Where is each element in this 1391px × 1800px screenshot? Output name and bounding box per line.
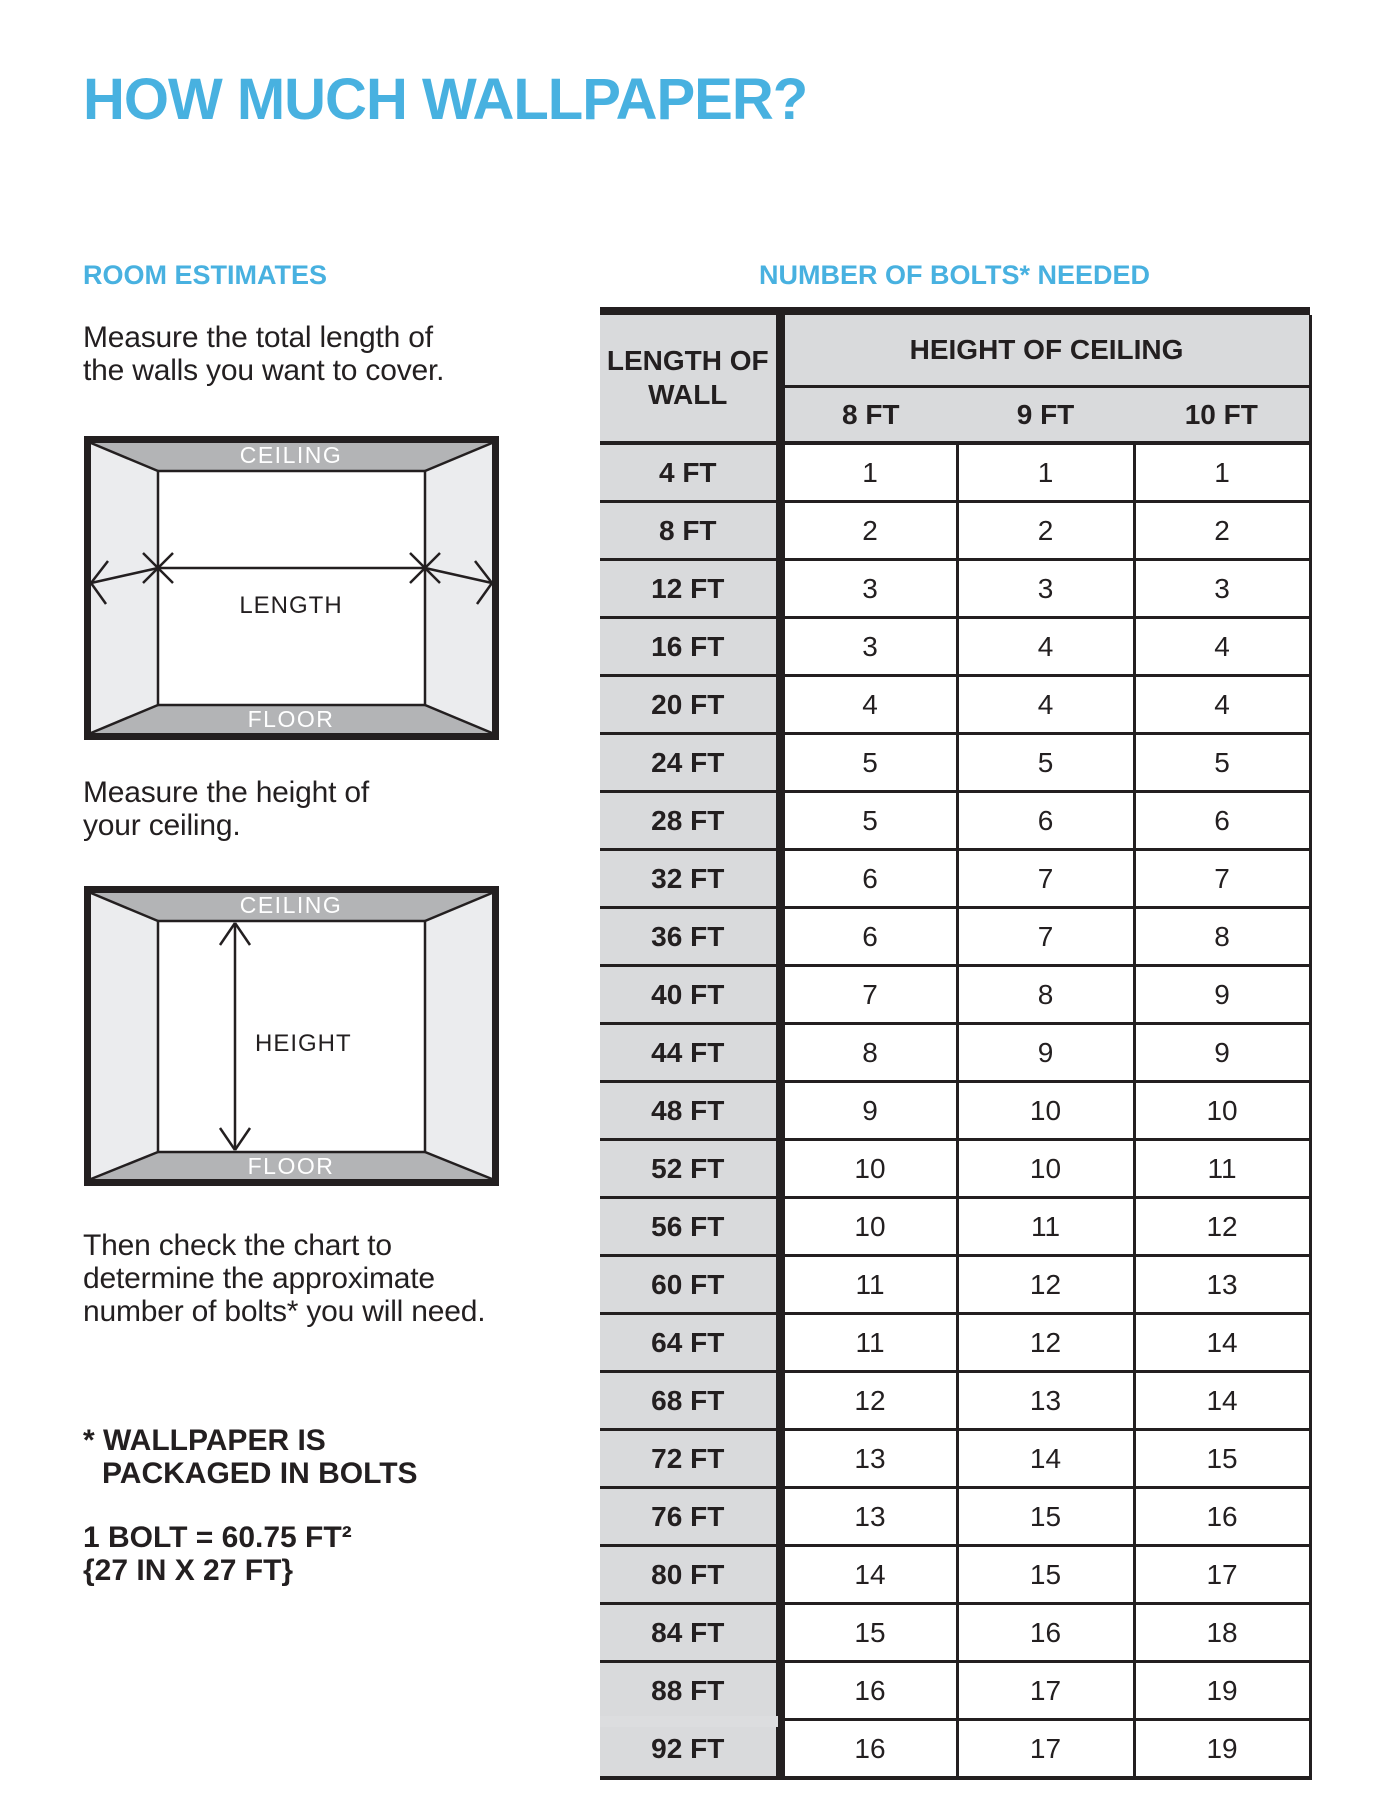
wall-length-cell: 48 FT	[600, 1082, 780, 1140]
bolt-count-cell: 18	[1134, 1604, 1310, 1662]
bolt-count-cell: 1	[957, 443, 1134, 502]
bolt-count-cell: 6	[957, 792, 1134, 850]
instruction-line: the walls you want to cover.	[83, 354, 445, 387]
height-label: HEIGHT	[255, 1030, 352, 1057]
header-line: OF WALL	[648, 345, 769, 410]
table-header-row-1	[600, 315, 1310, 387]
header-line: LENGTH	[606, 345, 722, 376]
table-row	[600, 850, 1310, 908]
wall-length-cell: 88 FT	[600, 1662, 780, 1720]
wall-length-cell: 36 FT	[600, 908, 780, 966]
bolt-count-cell: 14	[1134, 1314, 1310, 1372]
bolt-count-cell: 11	[780, 1314, 957, 1372]
wall-length-cell: 44 FT	[600, 1024, 780, 1082]
bolt-count-cell: 1	[1134, 443, 1310, 502]
table-row	[600, 1024, 1310, 1082]
bolt-count-cell: 19	[1134, 1720, 1310, 1779]
bolt-count-cell: 10	[780, 1140, 957, 1198]
bolt-count-cell: 1	[780, 443, 957, 502]
bolt-count-cell: 8	[957, 966, 1134, 1024]
instruction-line: number of bolts* you will need.	[83, 1295, 486, 1328]
bolt-count-cell: 3	[780, 618, 957, 676]
bolt-count-cell: 7	[957, 908, 1134, 966]
bolt-count-cell: 15	[1134, 1430, 1310, 1488]
bolt-equation: 1 BOLT = 60.75 FT²	[83, 1521, 352, 1554]
bolt-count-cell: 7	[957, 850, 1134, 908]
wall-length-cell: 68 FT	[600, 1372, 780, 1430]
bolt-count-cell: 16	[957, 1604, 1134, 1662]
floor-label: FLOOR	[247, 706, 335, 732]
wall-length-cell: 84 FT	[600, 1604, 780, 1662]
wallpaper-bolts-footnote	[83, 1424, 418, 1490]
bolt-count-cell: 15	[957, 1546, 1134, 1604]
table-row	[600, 443, 1310, 502]
table-row	[600, 1546, 1310, 1604]
bolt-count-cell: 17	[957, 1662, 1134, 1720]
bolt-count-cell: 2	[1134, 502, 1310, 560]
bolt-size-info	[83, 1521, 352, 1587]
bolt-count-cell: 4	[957, 618, 1134, 676]
floor-label: FLOOR	[247, 1153, 335, 1179]
bolt-count-cell: 3	[780, 560, 957, 618]
bolt-count-cell: 10	[957, 1140, 1134, 1198]
table-row	[600, 1430, 1310, 1488]
bolt-count-cell: 9	[1134, 1024, 1310, 1082]
bolt-count-cell: 5	[780, 792, 957, 850]
bolt-count-cell: 7	[780, 966, 957, 1024]
instruction-measure-height	[83, 776, 369, 842]
bolt-count-cell: 10	[957, 1082, 1134, 1140]
bolt-count-cell: 5	[780, 734, 957, 792]
wall-length-cell: 72 FT	[600, 1430, 780, 1488]
wall-length-cell: 80 FT	[600, 1546, 780, 1604]
wall-length-cell: 4 FT	[600, 443, 780, 502]
table-row	[600, 734, 1310, 792]
table-row	[600, 618, 1310, 676]
bolt-count-cell: 15	[957, 1488, 1134, 1546]
ceiling-label: CEILING	[239, 892, 343, 918]
instruction-line: Measure the total length of	[83, 321, 433, 354]
bolt-count-cell: 17	[1134, 1546, 1310, 1604]
bolt-count-cell: 14	[1134, 1372, 1310, 1430]
bolt-count-cell: 2	[780, 502, 957, 560]
bolt-count-cell: 13	[957, 1372, 1134, 1430]
bolt-count-cell: 6	[780, 908, 957, 966]
table-row	[600, 908, 1310, 966]
back-wall-panel	[158, 471, 425, 705]
wall-length-cell: 28 FT	[600, 792, 780, 850]
table-row	[600, 792, 1310, 850]
bolt-count-cell: 5	[1134, 734, 1310, 792]
table-row	[600, 1082, 1310, 1140]
bolt-count-cell: 5	[957, 734, 1134, 792]
bolt-count-cell: 6	[1134, 792, 1310, 850]
bolt-count-cell: 4	[1134, 676, 1310, 734]
table-row	[600, 1488, 1310, 1546]
bolt-count-cell: 16	[780, 1720, 957, 1779]
bolt-count-cell: 3	[957, 560, 1134, 618]
table-row	[600, 560, 1310, 618]
length-of-wall-header	[600, 315, 780, 443]
instruction-line: your ceiling.	[83, 809, 241, 842]
length-label: LENGTH	[239, 592, 343, 619]
bolt-count-cell: 11	[957, 1198, 1134, 1256]
wall-length-cell: 16 FT	[600, 618, 780, 676]
instruction-check-chart	[83, 1229, 485, 1328]
bolt-count-cell: 12	[780, 1372, 957, 1430]
bolt-count-cell: 4	[1134, 618, 1310, 676]
bolt-count-cell: 17	[957, 1720, 1134, 1779]
wall-length-cell: 8 FT	[600, 502, 780, 560]
bolt-count-cell: 3	[1134, 560, 1310, 618]
right-wall-panel	[425, 893, 492, 1179]
bolt-count-cell: 13	[780, 1488, 957, 1546]
table-row	[600, 1314, 1310, 1372]
bolt-count-cell: 12	[957, 1256, 1134, 1314]
wall-length-cell: 56 FT	[600, 1198, 780, 1256]
height-of-ceiling-header: HEIGHT OF CEILING	[780, 315, 1310, 387]
bolt-count-cell: 10	[780, 1198, 957, 1256]
wall-length-cell: 20 FT	[600, 676, 780, 734]
footnote-line: * WALLPAPER IS	[83, 1424, 326, 1457]
table-row	[600, 502, 1310, 560]
ceiling-label: CEILING	[239, 442, 343, 468]
bolt-count-cell: 14	[780, 1546, 957, 1604]
room-height-diagram	[84, 886, 499, 1186]
bolt-count-cell: 11	[1134, 1140, 1310, 1198]
bolt-count-cell: 9	[957, 1024, 1134, 1082]
bolt-count-cell: 6	[780, 850, 957, 908]
room-length-diagram	[84, 436, 499, 740]
wall-length-cell: 52 FT	[600, 1140, 780, 1198]
wall-length-cell: 12 FT	[600, 560, 780, 618]
ceiling-10ft-header: 10 FT	[1134, 387, 1310, 444]
wall-length-cell: 92 FT	[600, 1720, 780, 1779]
footnote-line: PACKAGED IN BOLTS	[102, 1457, 418, 1490]
bolt-count-cell: 15	[780, 1604, 957, 1662]
table-row	[600, 1256, 1310, 1314]
wall-length-cell: 64 FT	[600, 1314, 780, 1372]
bolt-count-cell: 12	[1134, 1198, 1310, 1256]
bolt-count-cell: 4	[957, 676, 1134, 734]
bolt-count-cell: 2	[957, 502, 1134, 560]
bolt-count-cell: 9	[780, 1082, 957, 1140]
bolt-count-cell: 10	[1134, 1082, 1310, 1140]
bolt-dimensions: {27 IN X 27 FT}	[83, 1554, 294, 1587]
bolt-count-cell: 8	[1134, 908, 1310, 966]
ceiling-9ft-header: 9 FT	[957, 387, 1134, 444]
wall-length-cell: 24 FT	[600, 734, 780, 792]
table-row	[600, 1662, 1310, 1720]
bolt-count-cell: 19	[1134, 1662, 1310, 1720]
wall-length-cell: 60 FT	[600, 1256, 780, 1314]
bolt-count-cell: 13	[1134, 1256, 1310, 1314]
table-row	[600, 1198, 1310, 1256]
bolt-count-cell: 13	[780, 1430, 957, 1488]
room-estimates-heading: ROOM ESTIMATES	[83, 260, 328, 290]
right-wall-panel	[425, 443, 492, 733]
wall-length-cell: 76 FT	[600, 1488, 780, 1546]
bolt-count-cell: 14	[957, 1430, 1134, 1488]
table-row	[600, 676, 1310, 734]
left-wall-panel	[91, 443, 158, 733]
page-title: HOW MUCH WALLPAPER?	[83, 67, 808, 132]
bolt-count-cell: 9	[1134, 966, 1310, 1024]
instruction-line: Measure the height of	[83, 776, 369, 809]
table-row	[600, 1604, 1310, 1662]
table-bottom-cutoff-strip	[600, 1716, 778, 1727]
table-row	[600, 1140, 1310, 1198]
table-row	[600, 1372, 1310, 1430]
table-row	[600, 1720, 1310, 1779]
instruction-line: Then check the chart to	[83, 1229, 392, 1262]
wall-length-cell: 32 FT	[600, 850, 780, 908]
bolt-count-cell: 8	[780, 1024, 957, 1082]
bolt-count-cell: 16	[780, 1662, 957, 1720]
ceiling-8ft-header: 8 FT	[780, 387, 957, 444]
bolt-count-cell: 4	[780, 676, 957, 734]
bolts-table	[600, 307, 1310, 1780]
instruction-measure-length	[83, 321, 444, 387]
bolts-needed-heading: NUMBER OF BOLTS* NEEDED	[759, 260, 1151, 290]
bolt-count-cell: 7	[1134, 850, 1310, 908]
left-wall-panel	[91, 893, 158, 1179]
instruction-line: determine the approximate	[83, 1262, 435, 1295]
bolt-count-cell: 12	[957, 1314, 1134, 1372]
wall-length-cell: 40 FT	[600, 966, 780, 1024]
table-row	[600, 966, 1310, 1024]
bolt-count-cell: 16	[1134, 1488, 1310, 1546]
bolt-count-cell: 11	[780, 1256, 957, 1314]
